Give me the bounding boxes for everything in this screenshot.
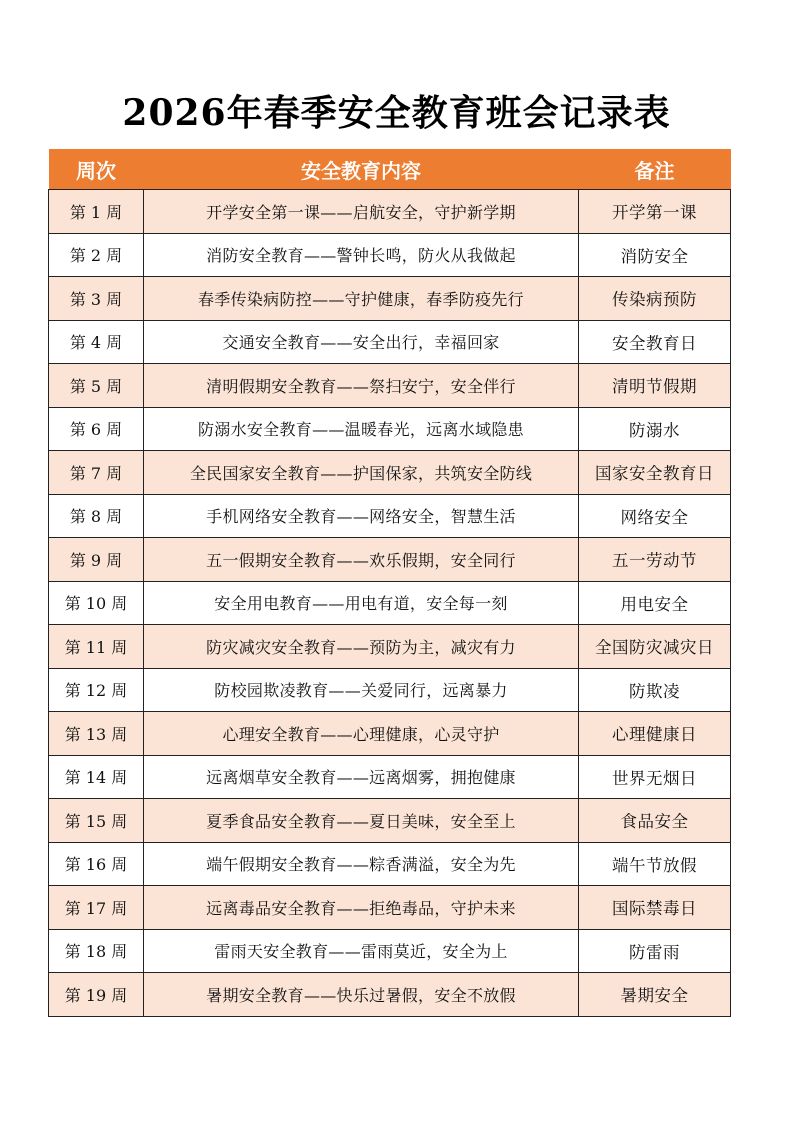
note-cell: 网络安全 (579, 494, 731, 538)
table-row (49, 407, 731, 451)
content-cell: 远离毒品安全教育——拒绝毒品，守护未来 (144, 886, 579, 930)
note-cell: 传染病预防 (579, 277, 731, 321)
week-cell: 第 14 周 (49, 755, 144, 799)
page-title: 2026年春季安全教育班会记录表 (122, 92, 671, 134)
note-cell: 暑期安全 (579, 973, 731, 1017)
table-row (49, 712, 731, 756)
table-row (49, 625, 731, 669)
content-cell: 清明假期安全教育——祭扫安宁，安全伴行 (144, 364, 579, 408)
content-cell: 防溺水安全教育——温暖春光，远离水域隐患 (144, 407, 579, 451)
content-cell: 五一假期安全教育——欢乐假期，安全同行 (144, 538, 579, 582)
week-cell: 第 17 周 (49, 886, 144, 930)
week-cell: 第 19 周 (49, 973, 144, 1017)
table-row (49, 799, 731, 843)
safety-education-table (48, 149, 731, 1017)
week-cell: 第 16 周 (49, 842, 144, 886)
table-header (49, 149, 731, 190)
table-row (49, 755, 731, 799)
content-cell: 心理安全教育——心理健康，心灵守护 (144, 712, 579, 756)
content-cell: 全民国家安全教育——护国保家，共筑安全防线 (144, 451, 579, 495)
table-row (49, 538, 731, 582)
week-cell: 第 2 周 (49, 233, 144, 277)
note-cell: 全国防灾减灾日 (579, 625, 731, 669)
table-row (49, 581, 731, 625)
note-cell: 端午节放假 (579, 842, 731, 886)
week-cell: 第 18 周 (49, 929, 144, 973)
table-body (49, 190, 731, 1017)
table-row (49, 929, 731, 973)
table-row (49, 320, 731, 364)
content-cell: 雷雨天安全教育——雷雨莫近，安全为上 (144, 929, 579, 973)
note-cell: 用电安全 (579, 581, 731, 625)
content-cell: 远离烟草安全教育——远离烟雾，拥抱健康 (144, 755, 579, 799)
note-cell: 国家安全教育日 (579, 451, 731, 495)
week-cell: 第 12 周 (49, 668, 144, 712)
note-cell: 五一劳动节 (579, 538, 731, 582)
content-cell: 春季传染病防控——守护健康，春季防疫先行 (144, 277, 579, 321)
content-cell: 防灾减灾安全教育——预防为主，减灾有力 (144, 625, 579, 669)
content-cell: 开学安全第一课——启航安全，守护新学期 (144, 190, 579, 234)
week-cell: 第 4 周 (49, 320, 144, 364)
week-cell: 第 10 周 (49, 581, 144, 625)
table-row (49, 973, 731, 1017)
header-note: 备注 (579, 149, 731, 190)
note-cell: 防雷雨 (579, 929, 731, 973)
content-cell: 交通安全教育——安全出行，幸福回家 (144, 320, 579, 364)
table-row (49, 886, 731, 930)
week-cell: 第 6 周 (49, 407, 144, 451)
table-row (49, 494, 731, 538)
note-cell: 消防安全 (579, 233, 731, 277)
table-row (49, 668, 731, 712)
table-row (49, 451, 731, 495)
content-cell: 端午假期安全教育——粽香满溢，安全为先 (144, 842, 579, 886)
content-cell: 暑期安全教育——快乐过暑假，安全不放假 (144, 973, 579, 1017)
week-cell: 第 8 周 (49, 494, 144, 538)
header-content: 安全教育内容 (144, 149, 579, 190)
week-cell: 第 5 周 (49, 364, 144, 408)
note-cell: 心理健康日 (579, 712, 731, 756)
note-cell: 防欺凌 (579, 668, 731, 712)
note-cell: 安全教育日 (579, 320, 731, 364)
note-cell: 国际禁毒日 (579, 886, 731, 930)
content-cell: 防校园欺凌教育——关爱同行，远离暴力 (144, 668, 579, 712)
note-cell: 开学第一课 (579, 190, 731, 234)
content-cell: 消防安全教育——警钟长鸣，防火从我做起 (144, 233, 579, 277)
note-cell: 世界无烟日 (579, 755, 731, 799)
week-cell: 第 15 周 (49, 799, 144, 843)
note-cell: 食品安全 (579, 799, 731, 843)
table-row (49, 233, 731, 277)
table-row (49, 190, 731, 234)
header-row (49, 149, 731, 190)
week-cell: 第 3 周 (49, 277, 144, 321)
table-row (49, 842, 731, 886)
content-cell: 安全用电教育——用电有道，安全每一刻 (144, 581, 579, 625)
note-cell: 清明节假期 (579, 364, 731, 408)
week-cell: 第 1 周 (49, 190, 144, 234)
table-row (49, 364, 731, 408)
content-cell: 夏季食品安全教育——夏日美味，安全至上 (144, 799, 579, 843)
table-row (49, 277, 731, 321)
week-cell: 第 7 周 (49, 451, 144, 495)
content-cell: 手机网络安全教育——网络安全，智慧生活 (144, 494, 579, 538)
week-cell: 第 13 周 (49, 712, 144, 756)
header-week: 周次 (49, 149, 144, 190)
week-cell: 第 9 周 (49, 538, 144, 582)
note-cell: 防溺水 (579, 407, 731, 451)
week-cell: 第 11 周 (49, 625, 144, 669)
